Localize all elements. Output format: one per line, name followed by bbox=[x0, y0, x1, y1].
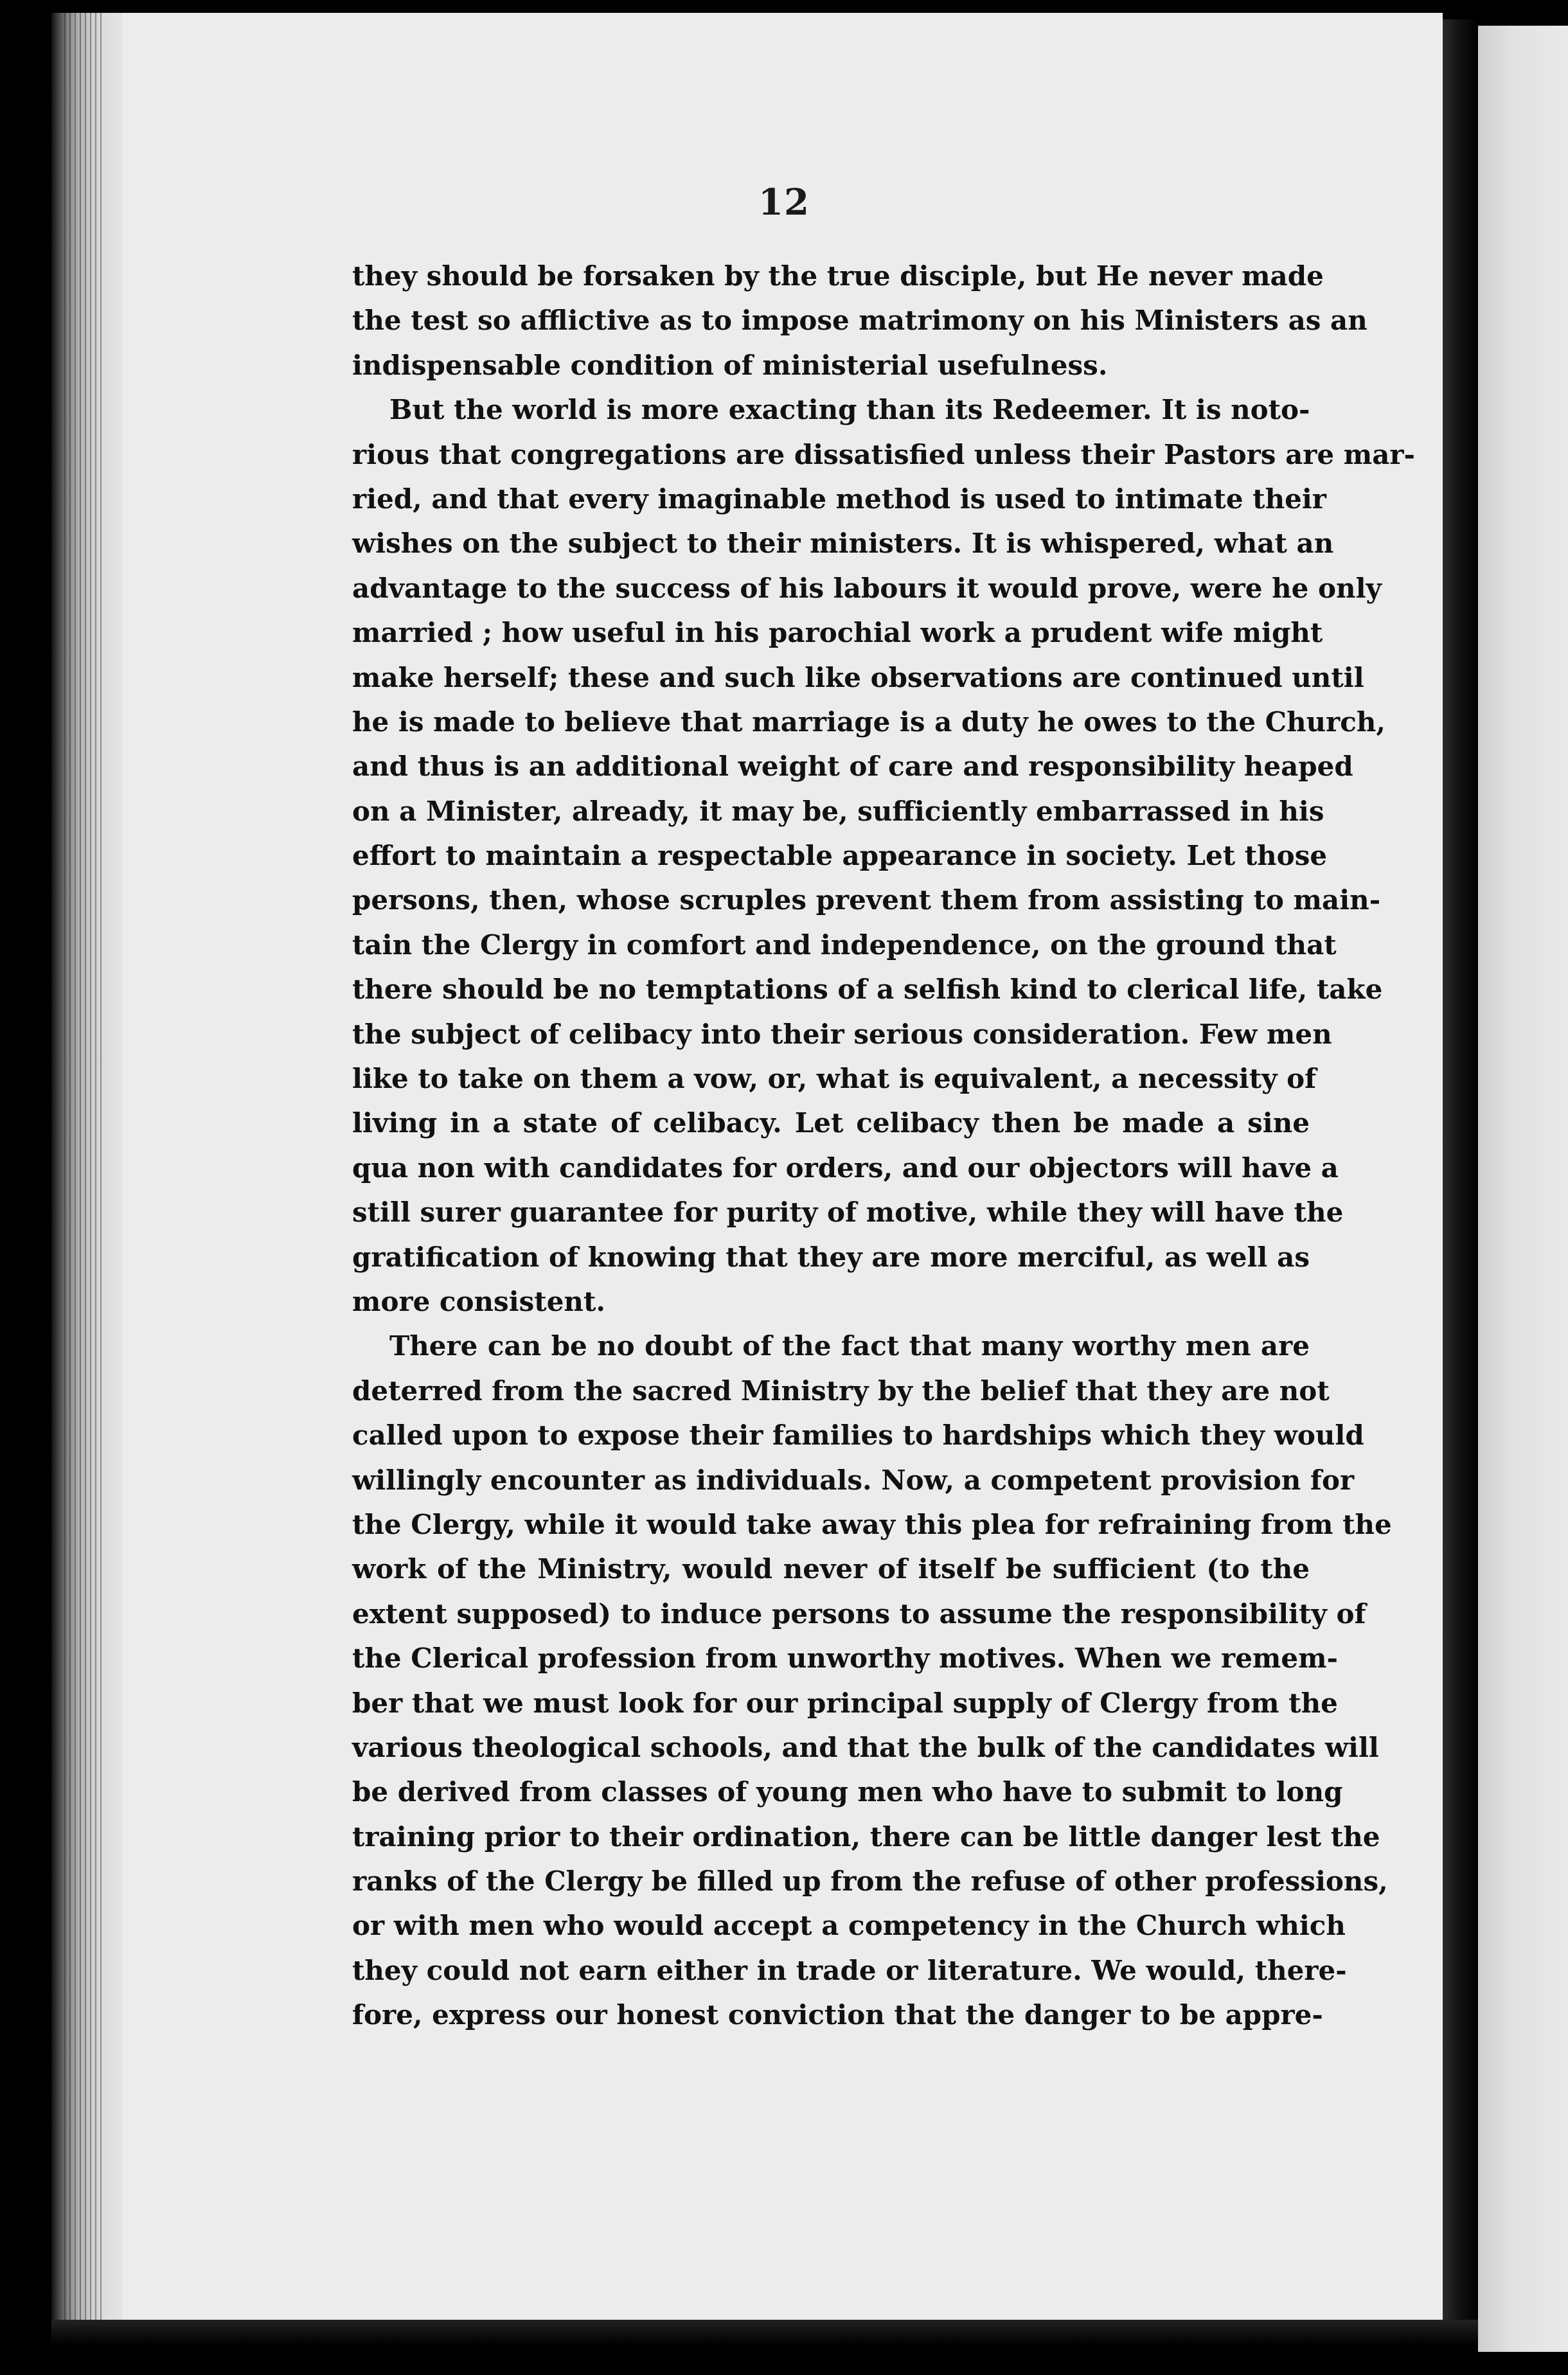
text-line: But the world is more exacting than its Redeemer. It is noto- bbox=[389, 394, 1310, 426]
text-line: living in a state of celibacy. Let celibacy then be made a sine bbox=[352, 1107, 1310, 1139]
page-number: 12 bbox=[758, 181, 810, 224]
text-line: the subject of celibacy into their serious consideration. Few men bbox=[352, 1018, 1332, 1050]
text-line: the Clerical profession from unworthy motives. When we remem- bbox=[352, 1642, 1338, 1675]
text-line: they should be forsaken by the true disciple, but He never made bbox=[352, 260, 1324, 292]
text-line: advantage to the success of his labours it would prove, were he only bbox=[352, 572, 1382, 604]
book-spine-edge-lines bbox=[64, 13, 103, 2320]
text-line: and thus is an additional weight of care and responsibility heaped bbox=[352, 751, 1353, 783]
text-line: the test so afflictive as to impose matrimony on his Ministers as an bbox=[352, 305, 1368, 337]
text-line: tain the Clergy in comfort and independence, on the ground that bbox=[352, 929, 1337, 961]
text-line: training prior to their ordination, there can be little danger lest the bbox=[352, 1820, 1380, 1853]
text-line: be derived from classes of young men who have to submit to long bbox=[352, 1776, 1343, 1808]
text-line: there should be no temptations of a selfish kind to clerical life, take bbox=[352, 974, 1383, 1006]
text-line: deterred from the sacred Ministry by the belief that they are not bbox=[352, 1374, 1330, 1407]
text-line: wishes on the subject to their ministers. It is whispered, what an bbox=[352, 528, 1334, 560]
text-line: make herself; these and such like observations are continued until bbox=[352, 661, 1364, 693]
text-line: fore, express our honest conviction that the danger to be appre- bbox=[352, 1999, 1323, 2031]
text-line: the Clergy, while it would take away this plea for refraining from the bbox=[352, 1508, 1392, 1540]
text-line: rious that congregations are dissatisfied unless their Pastors are mar- bbox=[352, 438, 1415, 470]
page-right-edge-shadow bbox=[1443, 19, 1478, 2320]
text-line: indispensable condition of ministerial usefulness. bbox=[352, 349, 1108, 381]
text-line: they could not earn either in trade or literature. We would, there- bbox=[352, 1954, 1347, 1986]
text-line: There can be no doubt of the fact that many worthy men are bbox=[389, 1330, 1310, 1362]
text-line: he is made to believe that marriage is a duty he owes to the Church, bbox=[352, 706, 1386, 738]
text-line: or with men who would accept a competency in the Church which bbox=[352, 1910, 1346, 1942]
text-line: still surer guarantee for purity of motive, while they will have the bbox=[352, 1196, 1344, 1229]
text-line: effort to maintain a respectable appearance in society. Let those bbox=[352, 840, 1328, 872]
text-line: ber that we must look for our principal supply of Clergy from the bbox=[352, 1687, 1338, 1719]
text-line: on a Minister, already, it may be, sufficiently embarrassed in his bbox=[352, 795, 1324, 827]
text-line: more consistent. bbox=[352, 1285, 605, 1317]
text-line: called upon to expose their families to hardships which they would bbox=[352, 1419, 1364, 1452]
body-text bbox=[352, 254, 1415, 2038]
adjacent-page-strip bbox=[1478, 26, 1568, 2352]
page-bottom-shadow bbox=[51, 2320, 1478, 2345]
text-line: gratification of knowing that they are more merciful, as well as bbox=[352, 1241, 1310, 1273]
text-line: various theological schools, and that the bulk of the candidates will bbox=[352, 1731, 1379, 1763]
text-line: ried, and that every imaginable method is used to intimate their bbox=[352, 483, 1326, 515]
text-line: like to take on them a vow, or, what is equivalent, a necessity of bbox=[352, 1063, 1317, 1095]
text-line: willingly encounter as individuals. Now, a competent provision for bbox=[352, 1464, 1355, 1496]
text-line: persons, then, whose scruples prevent them from assisting to main- bbox=[352, 884, 1381, 916]
text-line: extent supposed) to induce persons to assume the responsibility of bbox=[352, 1597, 1366, 1630]
text-line: ranks of the Clergy be filled up from the refuse of other professions, bbox=[352, 1865, 1388, 1898]
text-line: qua non with candidates for orders, and our objectors will have a bbox=[352, 1152, 1339, 1184]
text-line: married ; how useful in his parochial work a prudent wife might bbox=[352, 617, 1323, 649]
text-line: work of the Ministry, would never of itself be sufficient (to the bbox=[352, 1553, 1310, 1585]
